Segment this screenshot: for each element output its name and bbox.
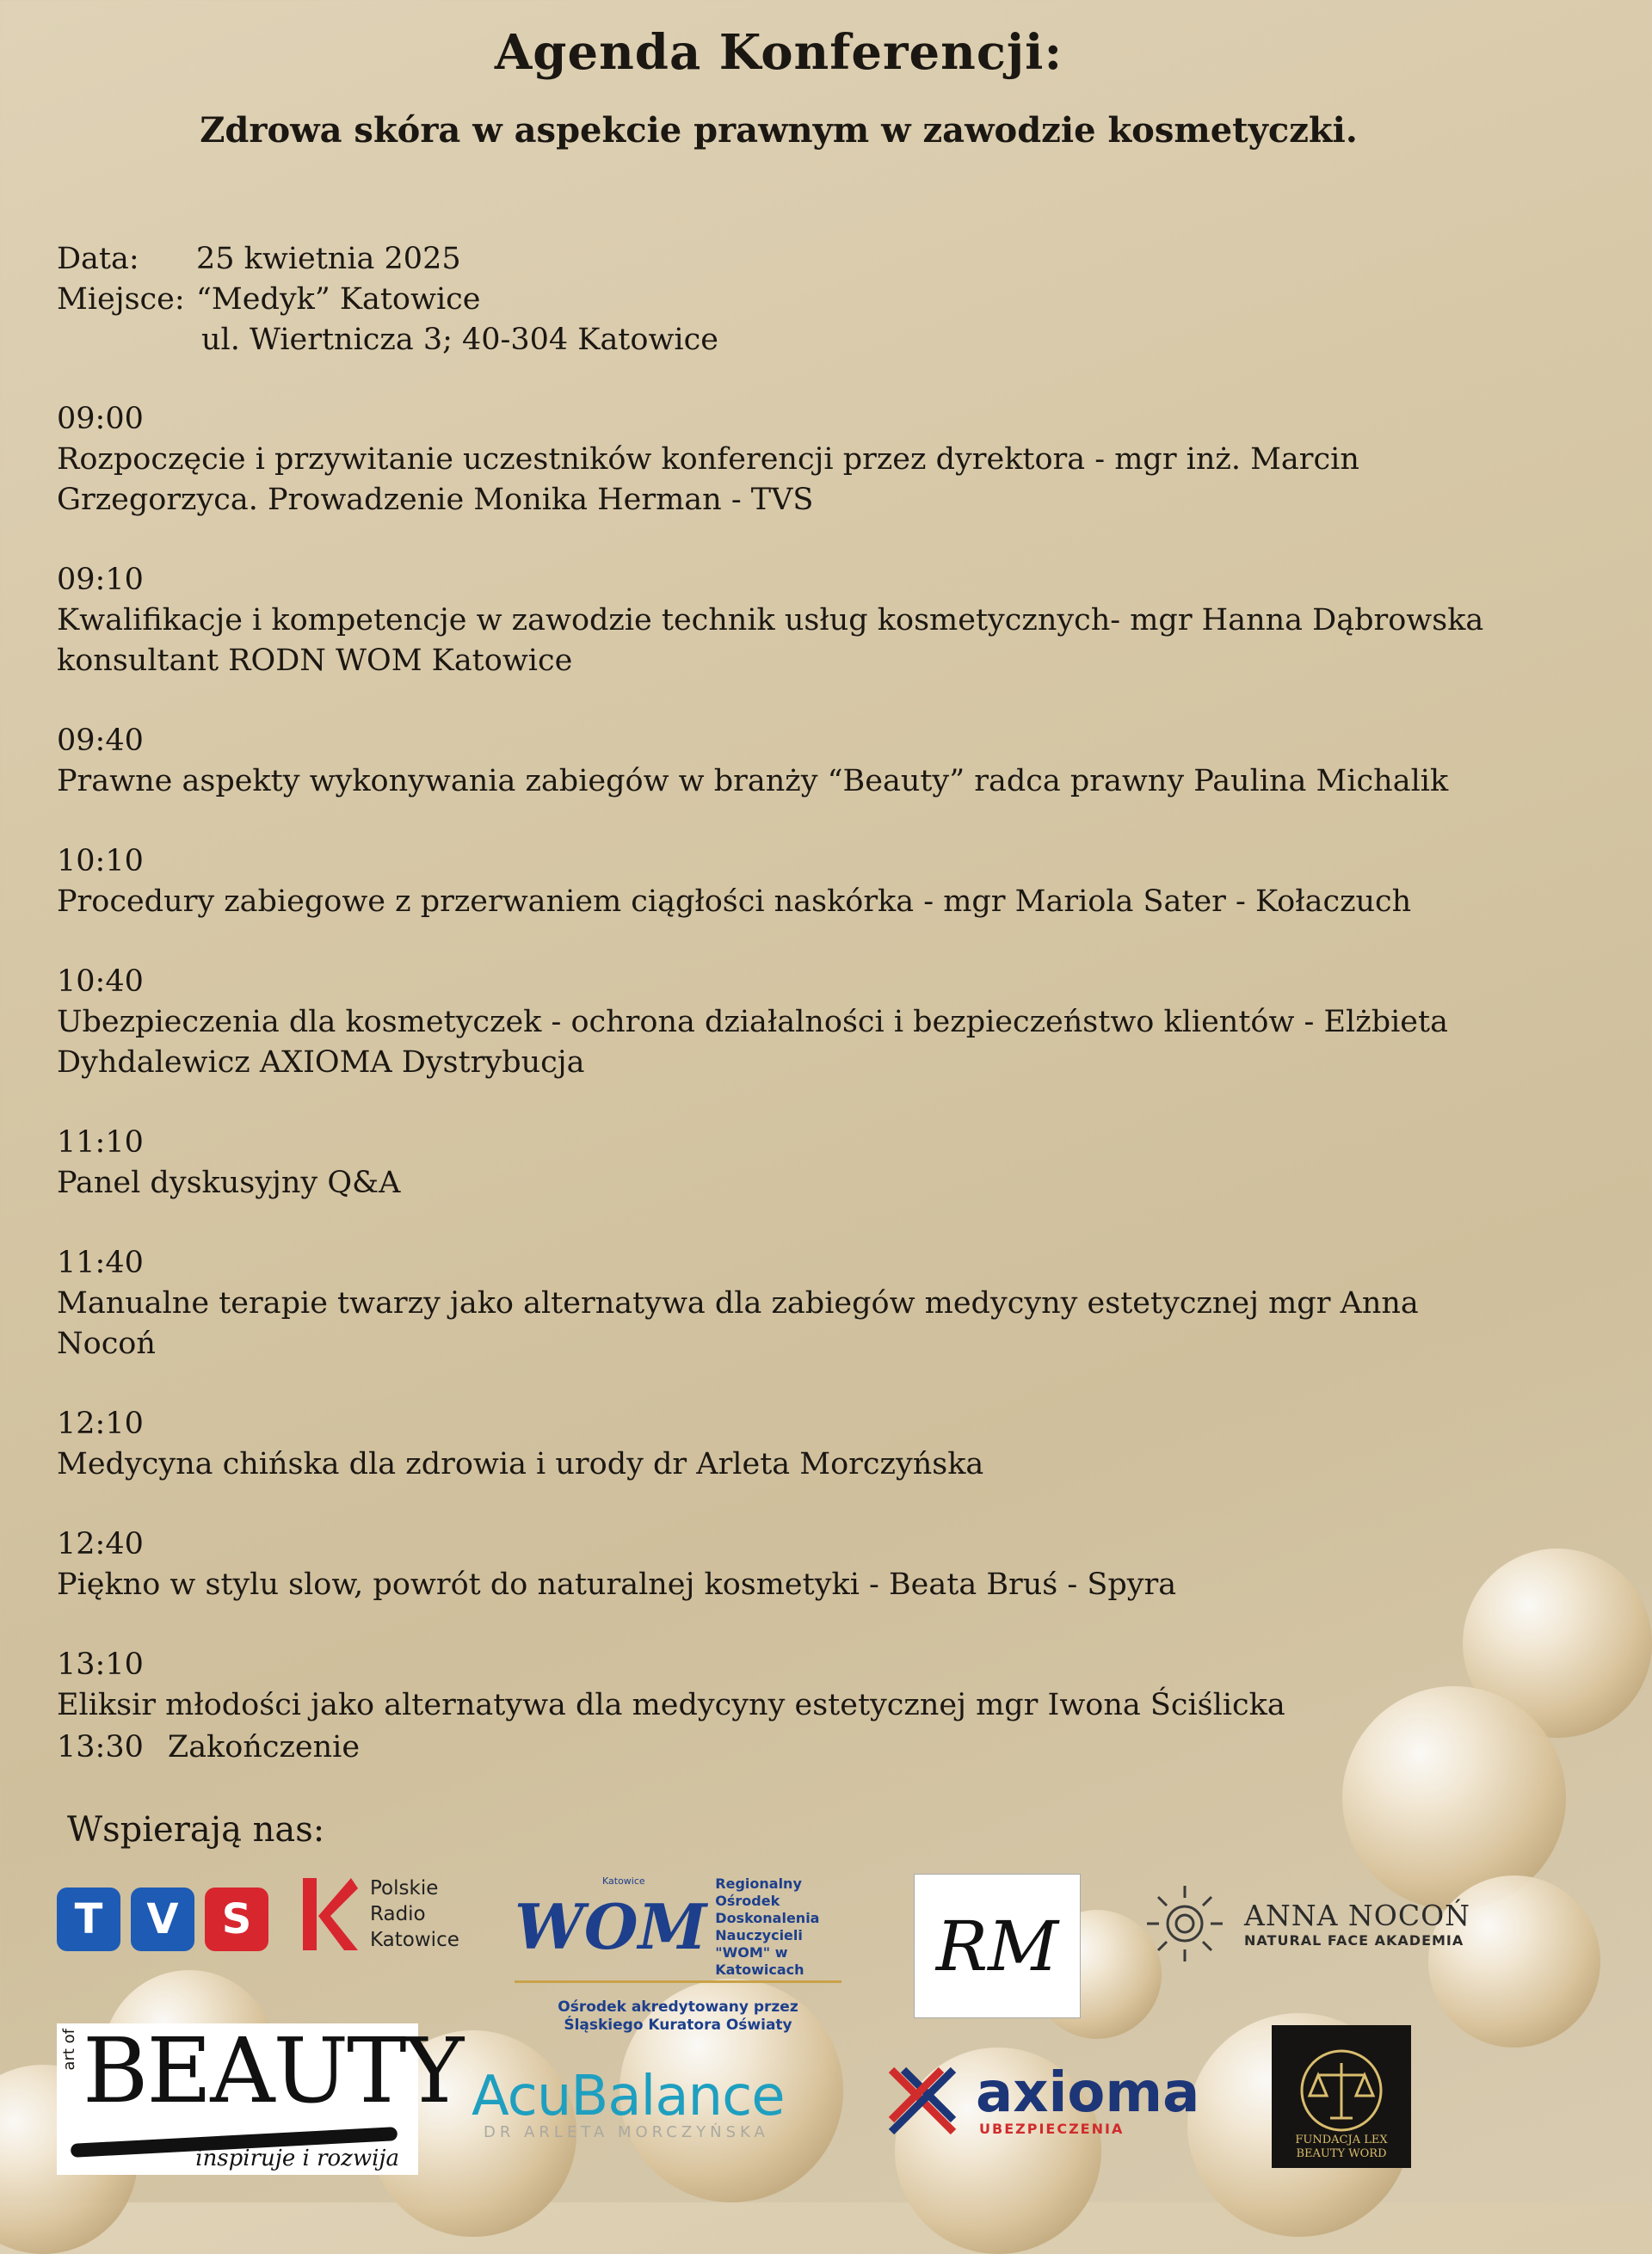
agenda-item: [57, 1645, 1519, 1726]
place-row: [57, 280, 718, 320]
art-of-text: art of: [60, 2029, 78, 2071]
wom-logo: [515, 1875, 850, 2035]
anna-sub: NATURAL FACE AKADEMIA: [1244, 1932, 1464, 1949]
radio-line-1: Polskie: [370, 1877, 439, 1900]
address-value: ul. Wiertnicza 3; 40-304 Katowice: [201, 323, 718, 357]
wom-line-3: "WOM" w Katowicach: [715, 1944, 804, 1978]
wom-word: WOM: [515, 1890, 707, 1963]
agenda-time: 09:10: [57, 563, 144, 597]
rm-monogram: RM: [935, 1906, 1059, 1986]
art-of-beauty-logo: [57, 2018, 463, 2175]
radio-k-icon: [303, 1878, 358, 1950]
wom-gold-line: [515, 1980, 841, 1983]
lex-line-2: BEAUTY WORD: [1296, 2147, 1387, 2160]
agenda-desc: Eliksir młodości jako alternatywa dla medycyny estetycznej mgr Iwona Ściślicka: [57, 1688, 1285, 1722]
date-label: Data:: [57, 242, 139, 276]
agenda-time: 10:10: [57, 844, 144, 878]
radio-line-3: Katowice: [370, 1929, 459, 1951]
sun-spiral-icon: [1137, 1882, 1232, 1965]
page-title: Agenda Konferencji:: [494, 24, 1063, 81]
agenda-desc: Rozpoczęcie i przywitanie uczestników konferencji przez dyrektora - mgr inż. Marcin Grzegorzyca. Prowadzenie Monika Herman - TVS: [57, 442, 1359, 517]
acubalance-logo: [472, 2065, 785, 2141]
agenda-item: [57, 841, 1519, 922]
sponsors-title: Wspierają nas:: [67, 1810, 325, 1850]
agenda-time: 12:10: [57, 1407, 144, 1441]
wom-accredited-1: Ośrodek akredytowany przez: [558, 1998, 798, 2016]
axioma-word: axioma: [976, 2060, 1200, 2125]
fundacja-lex-logo: [1272, 2025, 1411, 2168]
agenda-item: [57, 1243, 1519, 1364]
agenda-time: 13:10: [57, 1647, 144, 1682]
wom-line-1: Regionalny Ośrodek: [715, 1875, 802, 1909]
axioma-logo: [886, 2060, 1200, 2137]
lex-line-1: FUNDACJA LEX: [1295, 2134, 1388, 2146]
agenda-final: [57, 1727, 360, 1768]
place-label: Miejsce:: [57, 282, 185, 317]
anna-name: ANNA NOCOŃ: [1244, 1899, 1471, 1932]
tvs-logo: [57, 1888, 268, 1951]
agenda-desc: Medycyna chińska dla zdrowia i urody dr Arleta Morczyńska: [57, 1447, 984, 1481]
agenda-item: [57, 1524, 1519, 1605]
acubalance-sub: DR ARLETA MORCZYŃSKA: [484, 2123, 769, 2141]
tvs-letter-v: V: [131, 1888, 194, 1951]
rm-logo: [914, 1874, 1081, 2018]
tvs-letter-s: S: [205, 1888, 268, 1951]
agenda-desc: Panel dyskusyjny Q&A: [57, 1166, 401, 1200]
place-value: “Medyk” Katowice: [196, 282, 481, 317]
agenda-item: [57, 399, 1519, 520]
date-row: [57, 239, 718, 280]
agenda-item: [57, 1404, 1519, 1485]
agenda-list: [57, 399, 1519, 1765]
agenda-time: 12:40: [57, 1527, 144, 1561]
final-time: 13:30: [57, 1730, 144, 1764]
axioma-x-icon: [886, 2065, 959, 2137]
agenda-desc: Ubezpieczenia dla kosmetyczek - ochrona działalności i bezpieczeństwo klientów - Elżbieta Dyhdalewicz AXIOMA Dystrybucja: [57, 1005, 1448, 1080]
agenda-item: [57, 721, 1519, 802]
scales-icon: [1294, 2048, 1389, 2134]
agenda-desc: Manualne terapie twarzy jako alternatywa dla zabiegów medycyny estetycznej mgr Anna Nocoń: [57, 1286, 1419, 1361]
agenda-desc: Kwalifikacje i kompetencje w zawodzie technik usług kosmetycznych- mgr Hanna Dąbrowska konsultant RODN WOM Katowice: [57, 603, 1484, 678]
radio-line-2: Radio: [370, 1903, 426, 1925]
agenda-time: 10:40: [57, 964, 144, 999]
agenda-desc: Procedury zabiegowe z przerwaniem ciągłości naskórka - mgr Mariola Sater - Kołaczuch: [57, 884, 1412, 919]
wom-line-2: Doskonalenia Nauczycieli: [715, 1910, 820, 1943]
beauty-word: BEAUTY: [83, 2018, 463, 2123]
agenda-item: [57, 1123, 1519, 1204]
agenda-time: 11:10: [57, 1125, 144, 1160]
agenda-item: [57, 962, 1519, 1083]
agenda-time: 11:40: [57, 1246, 144, 1280]
date-value: 25 kwietnia 2025: [196, 242, 461, 276]
agenda-item: [57, 560, 1519, 681]
beauty-tagline: inspiruje i rozwija: [195, 2146, 399, 2171]
agenda-desc: Prawne aspekty wykonywania zabiegów w branży “Beauty” radca prawny Paulina Michalik: [57, 764, 1449, 798]
agenda-desc: Piękno w stylu slow, powrót do naturalnej kosmetyki - Beata Bruś - Spyra: [57, 1567, 1177, 1602]
final-label: Zakończenie: [167, 1730, 361, 1764]
wom-city: Katowice: [602, 1875, 645, 1887]
agenda-time: 09:40: [57, 724, 144, 758]
wom-accredited-2: Śląskiego Kuratora Oświaty: [564, 2017, 792, 2034]
acubalance-word: AcuBalance: [472, 2065, 785, 2128]
agenda-time: 09:00: [57, 402, 144, 436]
axioma-sub: UBEZPIECZENIA: [979, 2120, 1125, 2137]
polskie-radio-logo: [303, 1875, 459, 1953]
event-info: [57, 239, 718, 360]
anna-nocon-logo: [1137, 1882, 1470, 1965]
tvs-letter-t: T: [57, 1888, 120, 1951]
page-subtitle: Zdrowa skóra w aspekcie prawnym w zawodzie kosmetyczki.: [200, 110, 1358, 151]
